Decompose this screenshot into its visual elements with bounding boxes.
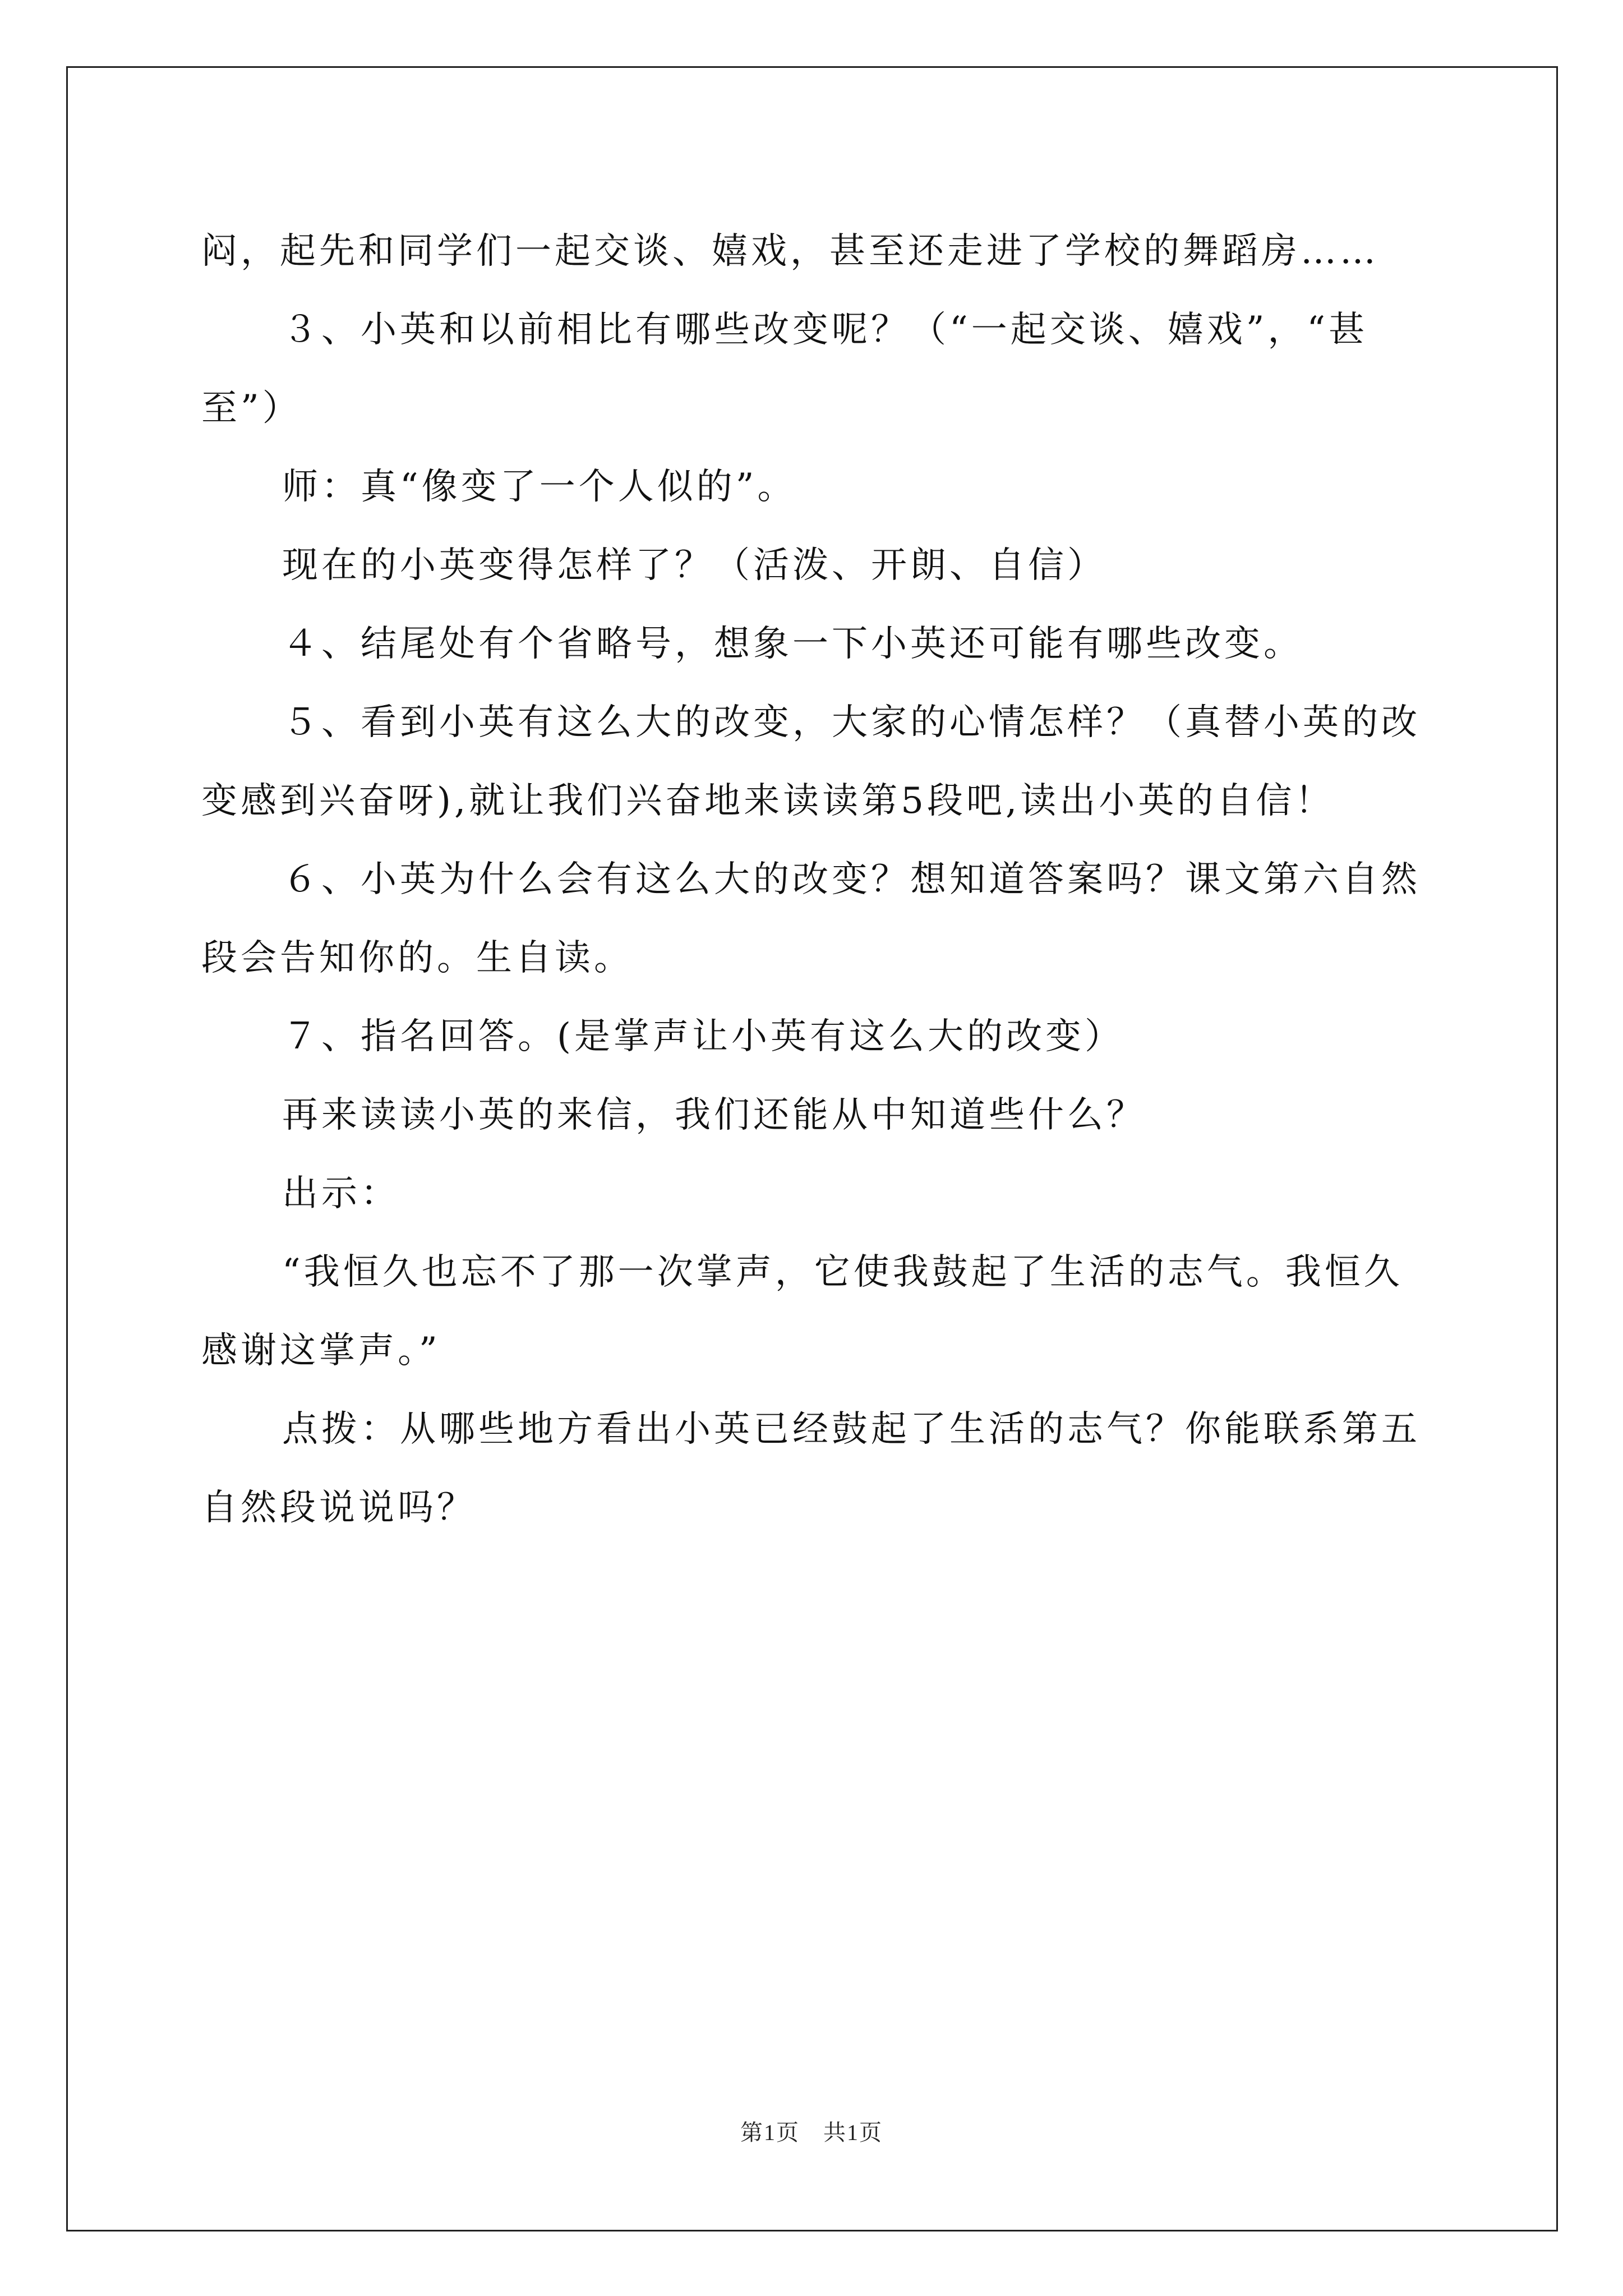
paragraph-6: ５、看到小英有这么大的改变，大家的心情怎样？（真替小英的改变感到兴奋呀),就让我们兴奋地来读读第5段吧,读出小英的自信！	[201, 702, 1421, 822]
paragraph-2: ３、小英和以前相比有哪些改变呢？（“一起交谈、嬉戏”，“甚至”）	[201, 309, 1368, 429]
paragraph-8: ７、指名回答。(是掌声让小英有这么大的改变）	[282, 1016, 1124, 1057]
paragraph-3: 师：真“像变了一个人似的”。	[282, 466, 797, 508]
paragraph-12: 点拨：从哪些地方看出小英已经鼓起了生活的志气？你能联系第五自然段说说吗？	[201, 1409, 1421, 1529]
paragraph-5: ４、结尾处有个省略号，想象一下小英还可能有哪些改变。	[282, 623, 1303, 665]
paragraph-10: 出示：	[282, 1173, 400, 1214]
page-footer: 第1页 共1页	[740, 2120, 883, 2145]
paragraph-4: 现在的小英变得怎样了？（活泼、开朗、自信）	[282, 545, 1106, 586]
paragraph-9: 再来读读小英的来信，我们还能从中知道些什么？	[282, 1094, 1146, 1136]
paragraph-1: 闷，起先和同学们一起交谈、嬉戏，甚至还走进了学校的舞蹈房……	[201, 231, 1379, 272]
paragraph-7: ６、小英为什么会有这么大的改变？想知道答案吗？课文第六自然段会告知你的。生自读。	[201, 859, 1421, 979]
document-body	[201, 212, 1430, 1547]
paragraph-11: “我恒久也忘不了那一次掌声，它使我鼓起了生活的志气。我恒久感谢这掌声。”	[201, 1251, 1403, 1372]
